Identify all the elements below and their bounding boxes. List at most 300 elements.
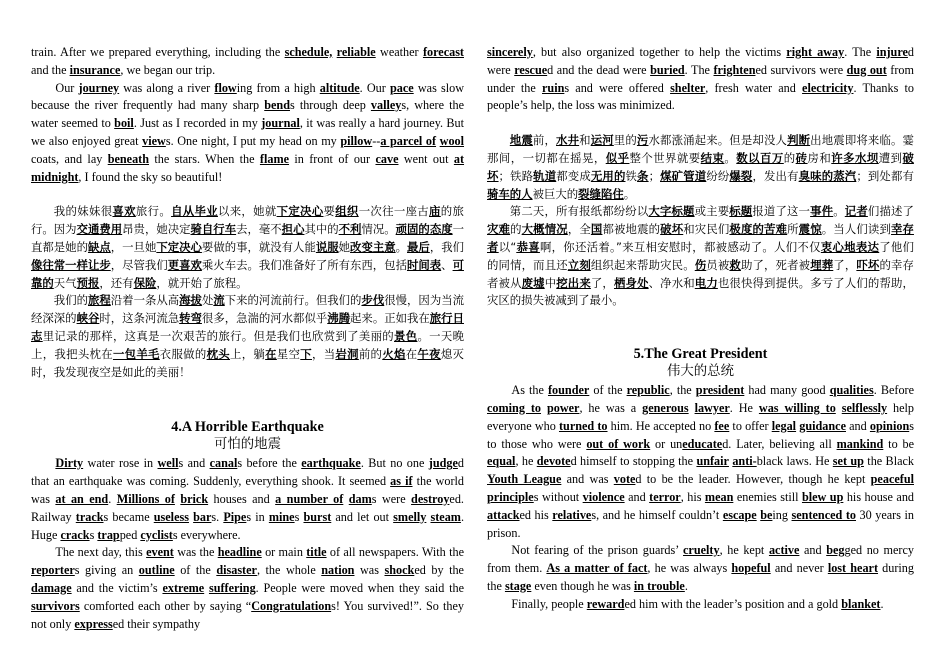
- text-run: , he was always: [647, 561, 732, 576]
- vocab-term: burst: [303, 509, 332, 524]
- vocab-term: Pipe: [223, 509, 247, 524]
- text-run: , but also organized together to help the victims: [532, 45, 787, 59]
- vocab-term: at an end: [55, 491, 109, 506]
- spacer: [31, 381, 464, 419]
- paragraph-en-earthquake: [31, 455, 464, 544]
- text-run: 员被: [706, 257, 730, 272]
- vocab-term: power: [546, 400, 580, 415]
- vocab-term: 峡谷: [76, 311, 100, 326]
- vocab-term: reporter: [31, 563, 75, 578]
- vocab-term: flow: [214, 80, 237, 95]
- text-run: . Thanks to people’s help, the loss was minimized.: [487, 80, 915, 113]
- text-run: was the: [173, 545, 218, 560]
- vocab-term: 臭味的蒸汽: [798, 168, 857, 183]
- text-run: ，尽管我们: [110, 257, 168, 272]
- vocab-term: nation: [321, 563, 355, 578]
- vocab-term: 衷心地表达: [820, 239, 880, 254]
- vocab-term: canal: [209, 456, 238, 471]
- text-run: d and the dead were: [547, 62, 651, 77]
- text-run: weather: [375, 45, 423, 59]
- text-run: went out: [398, 151, 454, 166]
- vocab-term: as if: [390, 474, 413, 489]
- text-run: Finally, people: [511, 596, 587, 611]
- paragraph-text: [31, 545, 464, 630]
- text-run: from under the: [487, 62, 914, 95]
- text-run: 里的: [613, 133, 637, 148]
- text-run: ，发出有: [752, 168, 799, 183]
- text-run: ed survivors were: [755, 62, 847, 77]
- vocab-term: 煤矿管道: [660, 168, 707, 183]
- text-run: 纷纷: [706, 168, 730, 183]
- text-run: s in: [246, 509, 269, 524]
- vocab-term: title: [306, 545, 327, 560]
- vocab-term: well: [157, 456, 179, 471]
- text-run: 一直都是她的: [31, 222, 465, 254]
- vocab-term: 污: [636, 133, 649, 148]
- vocab-term: 改变主意: [350, 239, 396, 254]
- text-run: s through deep: [289, 98, 371, 113]
- vocab-term: cruelty: [683, 543, 720, 558]
- vocab-term: legal: [771, 418, 797, 433]
- vocab-term: 地震: [509, 133, 533, 148]
- vocab-term: outline: [138, 563, 175, 578]
- text-run: was slow because the river frequently had many sharp: [31, 80, 464, 113]
- text-run: ing: [772, 507, 792, 522]
- text-run: 和灾民们: [683, 222, 730, 237]
- text-run: 的: [510, 222, 522, 237]
- text-run: 们描述了: [867, 204, 914, 219]
- text-run: 、净水和: [648, 275, 695, 290]
- text-run: ；: [648, 168, 660, 183]
- vocab-term: escape: [722, 507, 757, 522]
- vocab-term: vote: [613, 472, 636, 487]
- vocab-term: turned to: [558, 418, 608, 433]
- vocab-term: steam: [430, 509, 461, 524]
- text-run: 旅行。: [135, 204, 172, 219]
- text-run: ped: [119, 527, 141, 542]
- text-run: enemies still: [733, 489, 802, 504]
- vocab-term: 水井: [556, 133, 580, 148]
- text-run: , fresh water and: [705, 80, 803, 95]
- vocab-term: pace: [390, 80, 414, 95]
- text-run: .: [684, 578, 688, 593]
- vocab-term: 岩洞: [335, 346, 359, 361]
- vocab-term: 时间表: [406, 257, 442, 272]
- text-run: 要做的事，就没有人能: [201, 239, 316, 254]
- vocab-term: 说服: [315, 239, 339, 254]
- vocab-term: 步伐: [361, 293, 385, 308]
- vocab-term: 数以百万: [736, 150, 784, 165]
- text-run: s and were offered: [564, 80, 671, 95]
- text-run: d were: [487, 45, 915, 77]
- text-run: 报道了这一: [752, 204, 811, 219]
- text-run: even though he was: [531, 578, 634, 593]
- text-run: and the: [31, 62, 70, 77]
- text-run: 的: [783, 150, 796, 165]
- vocab-term: 最后: [407, 239, 430, 254]
- text-run: , the whole: [256, 563, 322, 578]
- text-run: to offer: [729, 418, 772, 433]
- vocab-term: 破坏: [487, 150, 914, 183]
- text-run: 要: [323, 204, 336, 219]
- text-run: his house and: [843, 489, 915, 504]
- vocab-term: damage: [31, 580, 72, 595]
- text-run: s, and he himself couldn’t: [591, 507, 723, 522]
- vocab-term: 担心: [281, 222, 305, 237]
- text-run: 。: [395, 239, 408, 254]
- text-run: 时，这条河流急: [99, 311, 180, 326]
- paragraph-text: [487, 543, 914, 593]
- text-run: As the: [511, 383, 548, 398]
- vocab-term: 下定决心: [156, 239, 202, 254]
- section-subtitle-president-zh: 伟大的总统: [667, 364, 734, 380]
- text-run: , his: [680, 489, 705, 504]
- text-run: s everywhere.: [172, 527, 241, 542]
- text-run: 星空: [276, 346, 301, 361]
- text-run: d to be the leader. However, though he kept: [635, 472, 871, 487]
- text-run: ged no mercy from them.: [487, 543, 914, 576]
- vocab-term: journal: [261, 116, 300, 131]
- text-run: 衣服做的: [159, 346, 207, 361]
- vocab-term: sincerely: [487, 45, 533, 59]
- vocab-term: unfair: [696, 454, 729, 469]
- text-run: 助了，死者被: [740, 257, 811, 272]
- text-run: , it was really a hard journey. But we also enjoyed great: [31, 116, 465, 148]
- text-run: had many good: [744, 383, 830, 398]
- vocab-term: 自从毕业: [171, 204, 218, 219]
- vocab-term: be: [760, 507, 773, 522]
- text-run: 里记录的那样，这真是一次艰苦的旅行。但是我们也欣赏到了美丽的: [42, 328, 395, 343]
- text-run: 。一天晚上，我把头枕在: [31, 328, 464, 361]
- vocab-term: equal: [487, 454, 516, 469]
- text-run: s.: [211, 509, 224, 524]
- vocab-term: peaceful: [870, 472, 914, 487]
- text-run: 我的妹妹很: [53, 204, 113, 219]
- vocab-term: crack: [60, 527, 90, 542]
- text-run: 其中的: [304, 222, 339, 237]
- vocab-term: 埋葬: [810, 257, 834, 272]
- vocab-term: cave: [375, 151, 399, 166]
- vocab-term: smelly: [393, 509, 427, 524]
- text-run: 和: [579, 133, 591, 148]
- paragraph-text: [31, 45, 464, 77]
- vocab-term: boil: [114, 116, 134, 131]
- vocab-term: 组织: [335, 204, 359, 219]
- vocab-term: reliable: [336, 45, 376, 59]
- paragraph-zh-journey: [31, 292, 464, 381]
- text-run: ed by the: [414, 563, 464, 578]
- vocab-term: founder: [547, 383, 590, 398]
- text-run: s and: [178, 456, 210, 471]
- vocab-term: 结束: [700, 150, 725, 165]
- vocab-term: was willing to: [758, 400, 836, 415]
- left-column: [31, 44, 464, 633]
- vocab-term: republic: [626, 383, 670, 398]
- vocab-term: generous: [642, 400, 689, 415]
- vocab-term: 预报: [76, 275, 100, 290]
- section-title-earthquake: 4.A Horrible Earthquake: [171, 419, 324, 436]
- vocab-term: coming to: [487, 400, 542, 415]
- vocab-term: view: [142, 133, 166, 148]
- text-run: . Just as I recorded in my: [133, 116, 262, 131]
- vocab-term: track: [75, 509, 104, 524]
- vocab-term: As a matter of fact: [546, 561, 648, 576]
- text-run: 起来。正如我在: [350, 311, 430, 326]
- text-run: . People were moved when they said the: [255, 580, 464, 595]
- text-run: 在: [405, 346, 418, 361]
- vocab-term: principle: [487, 489, 534, 504]
- vocab-term: 交通费用: [76, 222, 123, 237]
- vocab-term: blanket: [841, 596, 881, 611]
- text-run: and: [624, 489, 650, 504]
- paragraph-en-rescue: [487, 44, 914, 115]
- vocab-term: 记者: [844, 204, 868, 219]
- vocab-term: journey: [78, 80, 120, 95]
- text-run: , he: [515, 454, 537, 469]
- vocab-term: lost heart: [827, 561, 879, 576]
- text-run: help everyone who: [487, 400, 915, 433]
- spacer: [487, 310, 914, 346]
- vocab-term: right away: [786, 45, 845, 59]
- vocab-term: 运河: [590, 133, 614, 148]
- vocab-term: 裂缝陷住: [578, 186, 624, 201]
- vocab-term: extreme: [162, 580, 205, 595]
- paragraph-zh-sister: [31, 203, 464, 292]
- vocab-term: ruin: [542, 80, 565, 95]
- vocab-term: violence: [582, 489, 625, 504]
- text-run: d. Later, believing all: [722, 436, 837, 451]
- vocab-term: 不利: [338, 222, 362, 237]
- text-run: ；铁路: [498, 168, 534, 183]
- vocab-term: mankind: [836, 436, 884, 451]
- text-run: s! You survived!”. So they not only: [31, 598, 464, 631]
- text-run: or un: [650, 436, 683, 451]
- text-run: 中: [544, 275, 557, 290]
- vocab-term: terror: [649, 489, 681, 504]
- text-run: train. After we prepared everything, including the: [31, 45, 285, 59]
- text-run: . Before: [873, 383, 914, 398]
- vocab-term: 判断: [787, 133, 811, 148]
- text-run: s were: [371, 491, 412, 506]
- text-run: 昂贵，她决定: [122, 222, 191, 237]
- vocab-term: 电力: [694, 275, 718, 290]
- text-run: was: [354, 563, 385, 578]
- paragraph-zh-earthquake: [487, 132, 914, 203]
- text-run: 组织起来帮助灾民。: [590, 257, 695, 272]
- vocab-term: reward: [586, 596, 625, 611]
- vocab-term: 可靠的: [31, 257, 464, 290]
- vocab-term: trap: [97, 527, 120, 542]
- vocab-term: 保险: [133, 275, 157, 290]
- vocab-term: 缺点: [87, 239, 111, 254]
- paragraph-text: [487, 133, 914, 200]
- text-run: ed him with the leader’s position and a gold: [624, 596, 842, 611]
- paragraph-text: [487, 45, 914, 112]
- text-run: d himself to stopping the: [570, 454, 697, 469]
- vocab-term: 旅行日志: [31, 311, 464, 343]
- text-run: 了，: [833, 257, 857, 272]
- paragraph-en-prison: [487, 542, 914, 595]
- vocab-term: fee: [714, 418, 730, 433]
- text-run: 很慢，因为当流经深深的: [31, 293, 464, 326]
- vocab-term: frighten: [713, 62, 756, 77]
- vocab-term: Congratulation: [251, 598, 332, 613]
- vocab-term: 转弯: [179, 311, 202, 326]
- vocab-term: 国: [590, 222, 603, 237]
- vocab-term: blew up: [801, 489, 844, 504]
- vocab-term: electricity: [802, 80, 854, 95]
- vocab-term: earthquake: [301, 456, 361, 471]
- vocab-term: useless: [153, 509, 189, 524]
- text-run: 的旅行。因为: [31, 204, 464, 237]
- vocab-term: 破坏: [660, 222, 684, 237]
- text-run: or main: [261, 545, 307, 560]
- text-run: 沿着一条从高: [110, 293, 180, 308]
- vocab-term: 许多水坝: [831, 150, 879, 165]
- text-run: ，一旦她: [110, 239, 157, 254]
- vocab-term: 喜欢: [112, 204, 136, 219]
- text-run: ed. Railway: [31, 491, 464, 524]
- vocab-term: mine: [268, 509, 295, 524]
- vocab-term: 大概情况: [521, 222, 568, 237]
- vocab-term: 像往常一样让步: [31, 257, 111, 272]
- spacer: [31, 186, 464, 203]
- vocab-term: selflessly: [841, 400, 888, 415]
- vocab-term: 沸腾: [327, 311, 351, 326]
- text-run: s to those who were: [487, 418, 914, 451]
- text-run: ，就开始了旅程。: [156, 275, 248, 290]
- vocab-term: 骑车的人: [487, 186, 533, 201]
- text-run: 下来的河流前行。但我们的: [224, 293, 362, 308]
- section-title-president: 5.The Great President: [633, 346, 768, 363]
- vocab-term: beg: [826, 543, 845, 558]
- vocab-term: 恭喜: [516, 239, 540, 254]
- text-run: in front of our: [289, 151, 376, 166]
- vocab-term: valley: [370, 98, 402, 113]
- text-run: d that an earthquake was coming. Suddenly, everything shook. It seemed: [31, 456, 464, 489]
- text-run: 了他们的同情，而且还: [487, 239, 914, 272]
- vocab-term: 骑自行车: [190, 222, 237, 237]
- text-run: 一次往一座古: [358, 204, 430, 219]
- text-run: .: [880, 596, 884, 611]
- text-run: 的幸存者被从: [487, 257, 914, 290]
- paragraph-text: [31, 293, 464, 378]
- text-run: 铁: [625, 168, 638, 183]
- text-run: 整个世界就要: [629, 150, 701, 165]
- vocab-term: judge: [428, 456, 458, 471]
- vocab-term: Youth League: [487, 472, 562, 487]
- vocab-term: insurance: [69, 62, 121, 77]
- vocab-term: 流: [213, 293, 225, 308]
- text-run: 第二天，所有报纸都纷纷以: [509, 204, 649, 219]
- vocab-term: event: [146, 545, 174, 560]
- vocab-term: dam: [348, 491, 372, 506]
- paragraph-en-journey: [31, 80, 464, 187]
- vocab-term: stage: [504, 578, 532, 593]
- text-run: 以“: [498, 239, 517, 254]
- vocab-term: 大字标题: [648, 204, 695, 219]
- vocab-term: 顽固的态度: [395, 222, 453, 237]
- text-run: , the: [669, 383, 696, 398]
- text-run: was along a river: [119, 80, 215, 95]
- paragraph-text: [487, 383, 914, 539]
- vocab-term: relative: [552, 507, 592, 522]
- vocab-term: 更喜欢: [167, 257, 202, 272]
- vocab-term: 庙: [429, 204, 441, 219]
- vocab-term: 灾难: [487, 222, 511, 237]
- text-run: 处: [201, 293, 214, 308]
- vocab-term: survivors: [31, 598, 80, 613]
- text-run: the world was: [31, 474, 464, 506]
- text-run: comforted each other by saying “: [79, 598, 252, 613]
- vocab-term: flame: [259, 151, 290, 166]
- vocab-term: attack: [487, 507, 520, 522]
- vocab-term: dug out: [846, 62, 887, 77]
- text-run: black laws. He: [756, 454, 833, 469]
- text-run: 都被地震的: [602, 222, 661, 237]
- text-run: the stars. When the: [149, 151, 260, 166]
- text-run: 上，躺: [230, 346, 266, 361]
- text-run: 。当人们读到: [821, 222, 892, 237]
- vocab-term: 伤: [694, 257, 707, 272]
- text-run: . The: [844, 45, 877, 59]
- text-run: 乘火车去。我们准备好了所有东西，包括: [201, 257, 407, 272]
- text-run: , I found the sky so beautiful!: [78, 169, 223, 184]
- vocab-term: shelter: [670, 80, 706, 95]
- vocab-term: 救: [729, 257, 741, 272]
- text-run: s before the: [237, 456, 302, 471]
- text-run: 情况。: [361, 222, 396, 237]
- text-run: , he was a: [579, 400, 643, 415]
- text-run: Our: [55, 80, 79, 95]
- text-run: The next day, this: [55, 545, 147, 560]
- text-run: ing from a high: [236, 80, 320, 95]
- text-run: . Our: [359, 80, 390, 95]
- text-run: s: [89, 527, 98, 542]
- vocab-term: 在: [265, 346, 277, 361]
- vocab-term: cyclist: [140, 527, 173, 542]
- vocab-term: pillow: [340, 133, 373, 148]
- vocab-term: sentenced to: [791, 507, 856, 522]
- text-run: ed his: [519, 507, 553, 522]
- text-run: 前，: [532, 133, 557, 148]
- text-run: . Huge: [31, 509, 464, 542]
- vocab-term: 震惊: [798, 222, 822, 237]
- paragraph-en-reward: [487, 596, 914, 614]
- text-run: ，全: [567, 222, 591, 237]
- vocab-term: express: [74, 616, 113, 631]
- vocab-term: educate: [682, 436, 723, 451]
- vocab-term: in trouble: [633, 578, 685, 593]
- vocab-term: 砖: [795, 150, 808, 165]
- vocab-term: Dirty: [55, 456, 84, 471]
- text-run: of the: [174, 563, 217, 578]
- text-run: s giving an: [74, 563, 139, 578]
- text-run: , he kept: [719, 543, 769, 558]
- vocab-term: 事件: [810, 204, 834, 219]
- vocab-term: out of work: [586, 436, 651, 451]
- paragraph-text: [31, 204, 464, 289]
- vocab-term: suffering: [208, 580, 256, 595]
- vocab-term: at midnight: [31, 151, 465, 184]
- text-run: 都变成: [556, 168, 591, 183]
- text-run: . But no one: [360, 456, 429, 471]
- vocab-term: 午夜: [417, 346, 441, 361]
- vocab-term: 轨道: [533, 168, 557, 183]
- vocab-term: 栖身处: [613, 275, 649, 290]
- vocab-term: Millions of: [116, 491, 175, 506]
- text-run: 。: [623, 186, 636, 201]
